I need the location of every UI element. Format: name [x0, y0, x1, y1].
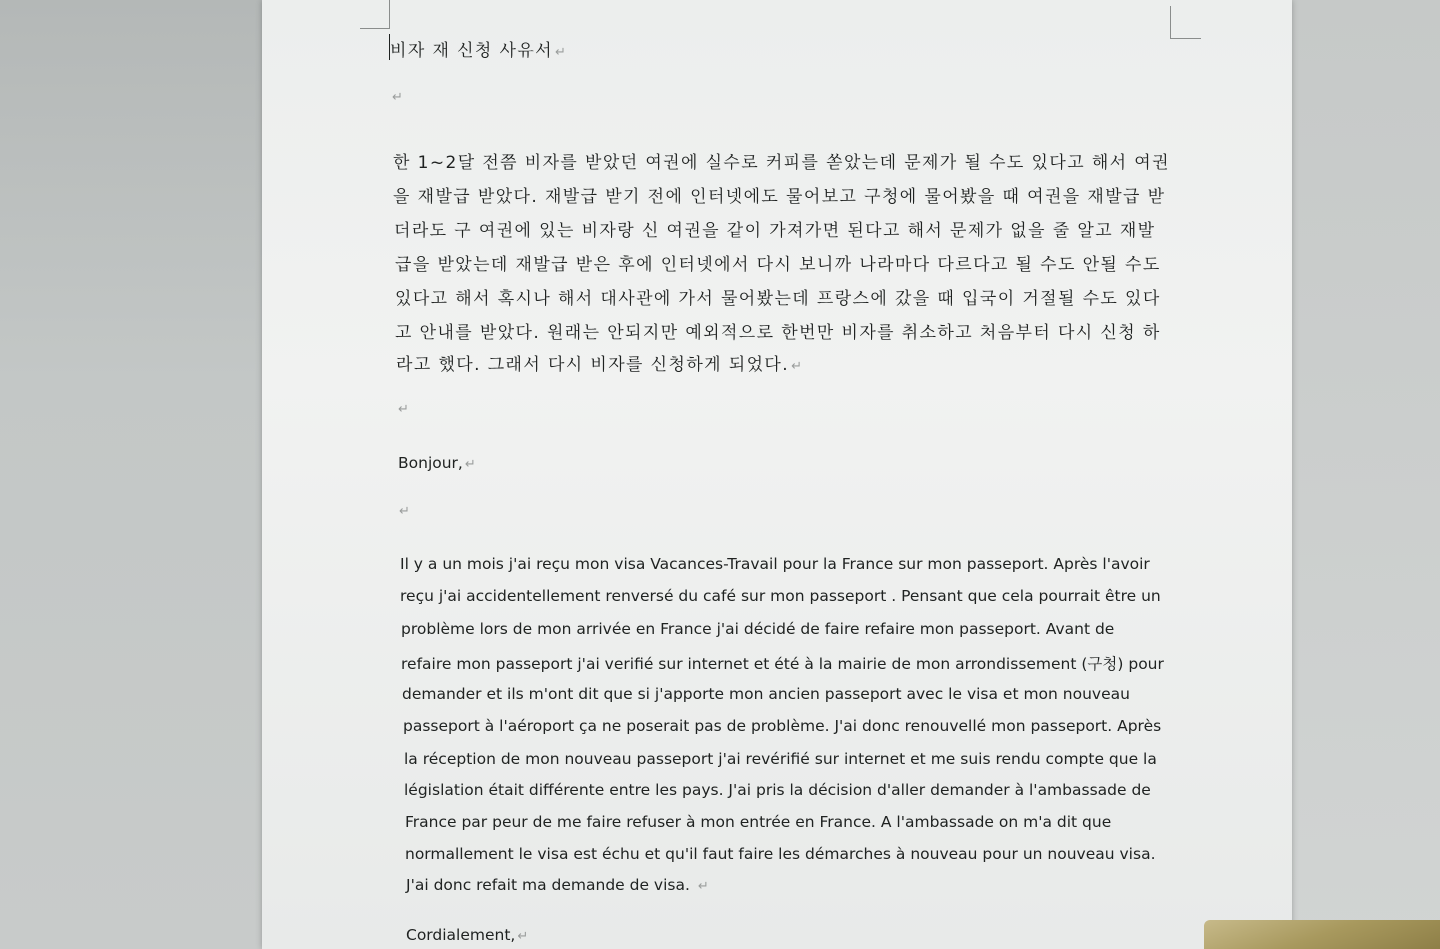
- korean-line-2[interactable]: 을 재발급 받았다. 재발급 받기 전에 인터넷에도 물어보고 구청에 물어봤을 때 여권을 재발급 받: [393, 187, 1166, 207]
- paragraph-mark: ↵: [697, 879, 709, 894]
- margin-corner-top-left: [389, 0, 390, 28]
- document-page[interactable]: [262, 0, 1292, 949]
- empty-paragraph-mark: ↵: [392, 90, 403, 105]
- workspace-background-left: [0, 0, 262, 949]
- title-text: 비자 재 신청 사유서: [390, 41, 553, 61]
- empty-paragraph-mark: ↵: [398, 402, 409, 417]
- french-line-3[interactable]: problème lors de mon arrivée en France j'ai décidé de faire refaire mon passeport. Avant de: [401, 620, 1115, 638]
- french-line-7[interactable]: la réception de mon nouveau passeport j'ai revérifié sur internet et me suis rendu compte que la: [404, 750, 1157, 768]
- korean-line-3[interactable]: 더라도 구 여권에 있는 비자랑 신 여권을 같이 가져가면 된다고 해서 문제가 없을 줄 알고 재발: [394, 221, 1156, 241]
- paragraph-mark: ↵: [791, 359, 804, 374]
- korean-line-4[interactable]: 급을 받았는데 재발급 받은 후에 인터넷에서 다시 보니까 나라마다 다르다고 될 수도 안될 수도: [395, 255, 1161, 275]
- closing-text: Cordialement,: [406, 926, 516, 944]
- closing[interactable]: [406, 926, 528, 944]
- greeting-text: Bonjour,: [398, 454, 463, 472]
- empty-paragraph-mark: ↵: [399, 504, 410, 519]
- korean-line-1[interactable]: 한 1~2달 전쯤 비자를 받았던 여권에 실수로 커피를 쏟았는데 문제가 될 수도 있다고 해서 여권: [393, 153, 1170, 173]
- french-line-4[interactable]: refaire mon passeport j'ai verifié sur internet et été à la mairie de mon arrondissement (구청) pour: [401, 655, 1164, 673]
- workspace-background-right: [1292, 0, 1440, 949]
- paragraph-mark: ↵: [464, 457, 476, 472]
- korean-line-7[interactable]: [396, 350, 803, 375]
- margin-corner-top-right: [1170, 6, 1201, 39]
- greeting[interactable]: [398, 454, 476, 472]
- french-line-10[interactable]: normallement le visa est échu et qu'il faut faire les démarches à nouveau pour un nouveau visa.: [405, 845, 1156, 863]
- margin-corner-top-left-h: [360, 28, 390, 29]
- foreground-object: [1204, 920, 1440, 949]
- korean-line-6[interactable]: 고 안내를 받았다. 원래는 안되지만 예외적으로 한번만 비자를 취소하고 처음부터 다시 신청 하: [395, 323, 1161, 343]
- french-line-5[interactable]: demander et ils m'ont dit que si j'apporte mon ancien passeport avec le visa et mon nouveau: [402, 685, 1130, 703]
- french-line-11[interactable]: [406, 876, 709, 894]
- korean-line-7-text: 라고 했다. 그래서 다시 비자를 신청하게 되었다.: [396, 355, 790, 375]
- document-title[interactable]: [390, 36, 567, 61]
- french-line-8[interactable]: législation était différente entre les pays. J'ai pris la décision d'aller demander à l'ambassade de: [404, 781, 1151, 799]
- paragraph-mark: ↵: [555, 45, 568, 60]
- french-line-1[interactable]: Il y a un mois j'ai reçu mon visa Vacances-Travail pour la France sur mon passeport. Après l'avoir: [400, 555, 1150, 573]
- french-line-6[interactable]: passeport à l'aéroport ça ne poserait pas de problème. J'ai donc renouvellé mon passeport. Après: [403, 717, 1162, 735]
- french-line-9[interactable]: France par peur de me faire refuser à mon entrée en France. A l'ambassade on m'a dit que: [405, 813, 1112, 831]
- paragraph-mark: ↵: [517, 929, 529, 944]
- french-line-11-text: J'ai donc refait ma demande de visa.: [406, 876, 690, 894]
- french-line-2[interactable]: reçu j'ai accidentellement renversé du café sur mon passeport . Pensant que cela pourrait être un: [400, 587, 1161, 605]
- korean-line-5[interactable]: 있다고 해서 혹시나 해서 대사관에 가서 물어봤는데 프랑스에 갔을 때 입국이 거절될 수도 있다: [395, 289, 1161, 309]
